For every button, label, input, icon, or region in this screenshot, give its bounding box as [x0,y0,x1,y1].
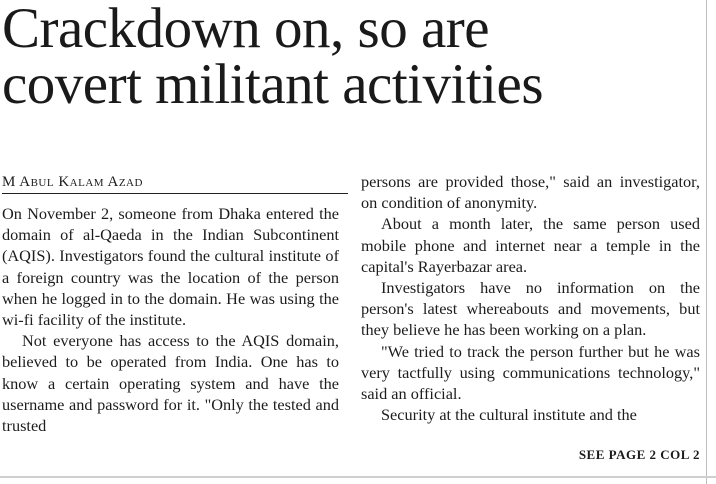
article-column-1 [2,203,339,436]
byline: M Abul Kalam Azad [2,174,143,190]
paragraph: On November 2, someone from Dhaka entered the domain of al-Qaeda in the Indian Subcontinent (AQIS). Investigators found the cultural institute of a foreign country was the location of the person when he logged in to the domain. He was using the wi-fi facility of the institute. [2,204,339,330]
headline-line-2: covert militant activities [2,53,543,116]
column-divider [706,0,707,484]
paragraph: persons are provided those," said an investigator, on condition of anonymity. [361,172,700,213]
headline [2,2,714,116]
paragraph: About a month later, the same person used mobile phone and internet near a temple in the capital's Rayerbazar area. [361,214,700,276]
article-column-2 [361,171,700,425]
paragraph: Security at the cultural institute and the [381,405,637,425]
bottom-rule [0,476,716,478]
headline-line-1: Crackdown on, so are [2,0,490,60]
paragraph: "We tried to track the person further but he was very tactfully using communications technology," said an official. [361,341,700,404]
byline-rule [2,193,348,194]
paragraph: Investigators have no information on the person's latest whereabouts and movements, but they believe he has been working on a plan. [361,278,700,340]
paragraph: Not everyone has access to the AQIS domain, believed to be operated from India. One has to know a certain operating system and have the username and password for it. "Only the tested and trusted [2,331,339,436]
continuation-jump: SEE PAGE 2 COL 2 [578,447,700,462]
